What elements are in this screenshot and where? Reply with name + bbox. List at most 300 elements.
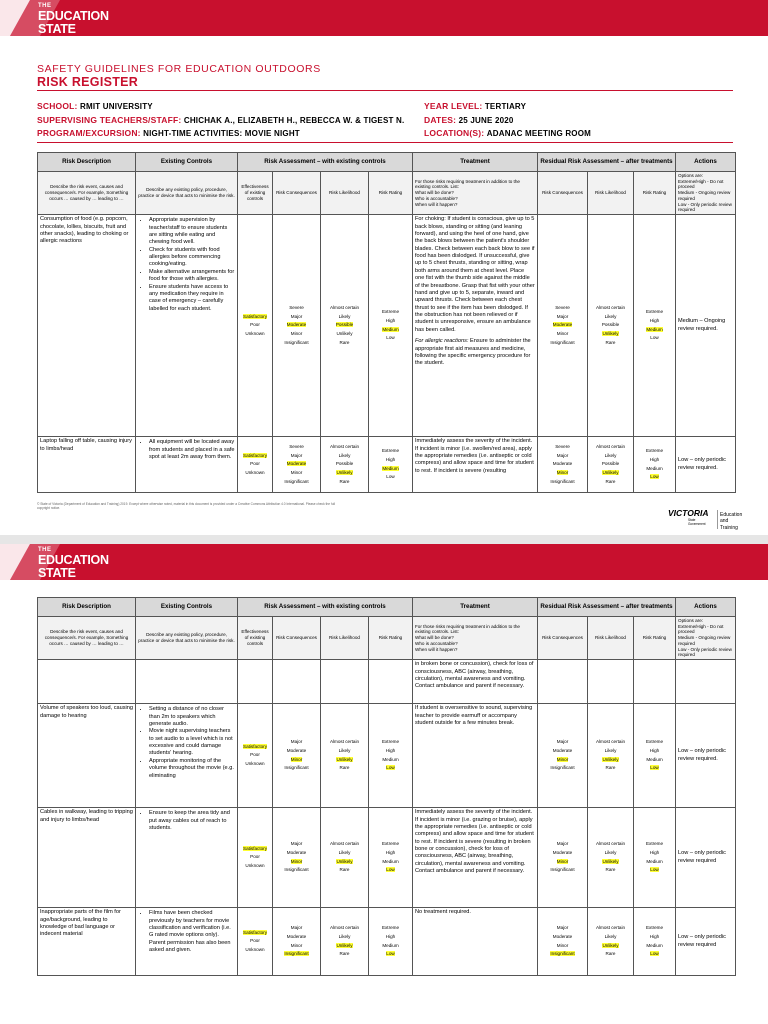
treatment xyxy=(413,215,538,437)
scale-option: Moderate xyxy=(552,747,573,753)
scale-option: Poor xyxy=(250,752,260,758)
subheader-residual-consequences: Risk Consequences xyxy=(538,172,588,215)
scale-option: Almost certain xyxy=(595,925,626,931)
actions-option: Low - Only periodic review required xyxy=(678,646,732,658)
residual-rating-scale xyxy=(634,808,676,908)
location-value: ADANAC MEETING ROOM xyxy=(486,129,592,138)
scale-option: Medium xyxy=(646,465,663,471)
location-field xyxy=(424,128,591,138)
logo-divider xyxy=(717,510,718,529)
scale-option: Rare xyxy=(605,951,616,957)
scale-option-selected: Insignificant xyxy=(550,951,575,957)
scale-option: Low xyxy=(650,335,659,341)
table-subheader-row xyxy=(38,617,736,660)
scale-option: Extreme xyxy=(381,739,400,745)
subheader-likelihood: Risk Likelihood xyxy=(321,172,369,215)
scale-option: Extreme xyxy=(645,841,664,847)
scale-option: Major xyxy=(556,452,569,458)
residual-rating-scale xyxy=(634,215,676,437)
treatment-allergic-text: Ensure to administer the appropriate first aid measures and medicine, following the specific emergency procedure for the student. xyxy=(415,338,531,367)
scale-option: Extreme xyxy=(645,925,664,931)
subheader-treatment xyxy=(413,172,538,215)
header-residual-assessment: Residual Risk Assessment – after treatments xyxy=(538,153,676,172)
rating-scale xyxy=(369,437,413,493)
scale-option: Severe xyxy=(289,304,304,310)
scale-option: Almost certain xyxy=(595,443,626,449)
scale-option: Rare xyxy=(339,339,350,345)
control-item: • Setting a distance of no closer than 2m to speakers which generate audio. xyxy=(149,706,235,728)
copyright-notice: © State of Victoria (Department of Education and Training) 2019. Except where otherwise noted, material in this document is provided under a Creative Commons Attribution 4.0 International. Please check the full copyright notice. xyxy=(37,502,336,511)
control-item: • Ensure students have access to any medication they require in case of emergency – carefully labelled for each student. xyxy=(149,284,235,314)
scale-option-selected: Minor xyxy=(556,756,569,762)
rating-scale xyxy=(369,808,413,908)
scale-option: Poor xyxy=(250,854,260,860)
existing-controls xyxy=(136,808,238,908)
department-line: Education xyxy=(720,512,743,518)
treatment-intro: For those risks requiring treatment in addition to the existing controls. List: xyxy=(415,178,520,190)
scale-option-selected: Low xyxy=(650,867,659,873)
action-text: Low – only periodic review required. xyxy=(676,437,736,493)
scale-option-selected: Minor xyxy=(556,470,569,475)
scale-option: Unknown xyxy=(245,863,265,868)
rating-scale xyxy=(369,215,413,437)
dates-label: DATES: xyxy=(424,115,457,125)
scale-option: Minor xyxy=(556,942,569,948)
actions-option: Low - Only periodic review required xyxy=(678,201,732,213)
scale-option: Almost certain xyxy=(595,841,626,847)
education-state-logo xyxy=(38,3,109,35)
logo-line-1: THE xyxy=(38,3,52,9)
scale-option: Insignificant xyxy=(284,339,309,345)
scale-option: Moderate xyxy=(286,849,307,855)
existing-controls xyxy=(136,704,238,808)
risk-description: Inappropriate parts of the film for age/background, leading to knowledge of bad language or indecent material xyxy=(38,908,136,976)
scale-option-selected: Low xyxy=(386,765,395,771)
scale-option: Moderate xyxy=(552,933,573,939)
table-row xyxy=(38,808,736,908)
residual-consequence-scale xyxy=(538,437,588,493)
scale-option: Possible xyxy=(601,461,620,467)
residual-likelihood-scale xyxy=(588,704,634,808)
scale-option: Possible xyxy=(335,461,354,467)
scale-option: Major xyxy=(290,452,303,458)
scale-option: Insignificant xyxy=(284,765,309,771)
action-text: Medium – Ongoing review required. xyxy=(676,215,736,437)
treatment: Immediately assess the severity of the incident. If incident is minor (i.e. grazing or bruise), apply the appropriate remedies (i.e. antiseptic or cold compress) and allow space and time for student to rest. If incident is severe (resulting in broken bone or concussion), check for loss of consciousness, ABC (airway, breathing, circulation), mental awareness and vomiting. Contact ambulance and parent if necessary. xyxy=(413,808,538,908)
scale-option: Low xyxy=(386,335,395,341)
program-field xyxy=(37,128,300,138)
scale-option-selected: Unlikely xyxy=(602,756,619,762)
treatment: No treatment required. xyxy=(413,908,538,976)
logo-line-3: STATE xyxy=(38,21,76,36)
action-text: Low – only periodic review required xyxy=(676,908,736,976)
scale-option-selected: Unlikely xyxy=(602,858,619,864)
scale-option: Severe xyxy=(555,443,570,449)
existing-controls xyxy=(136,215,238,437)
page-gap xyxy=(0,535,768,544)
logo-line-1: THE xyxy=(38,547,52,553)
actions-option: Options are: xyxy=(678,618,704,623)
header-actions: Actions xyxy=(676,598,736,617)
consequence-scale xyxy=(273,808,321,908)
scale-option: High xyxy=(649,456,660,462)
header-existing-controls: Existing Controls xyxy=(136,598,238,617)
scale-option-selected: Possible xyxy=(335,322,354,328)
meta-divider xyxy=(37,142,733,143)
year-label: YEAR LEVEL: xyxy=(424,101,483,111)
residual-consequence-scale xyxy=(538,215,588,437)
subheader-risk-description: Describe the risk event, causes and consequence/s. For example, Something occurs … caused by … leading to … xyxy=(38,172,136,215)
actions-option: Medium - Ongoing review required xyxy=(678,190,731,201)
control-item: • Appropriate monitoring of the volume throughout the movie (e.g. eliminating xyxy=(149,758,235,780)
subheader-consequences: Risk Consequences xyxy=(273,172,321,215)
risk-description: Consumption of food (e.g. popcorn, chocolate, lollies, biscuits, fruit and other snacks), leading to choking or allergic reactions xyxy=(38,215,136,437)
scale-option: Minor xyxy=(290,942,303,948)
residual-consequence-scale xyxy=(538,908,588,976)
scale-option: High xyxy=(385,317,396,323)
scale-option: Insignificant xyxy=(550,478,575,484)
residual-likelihood-scale xyxy=(588,215,634,437)
scale-option: Rare xyxy=(605,765,616,771)
scale-option: Extreme xyxy=(381,925,400,931)
scale-option: Unknown xyxy=(245,761,265,766)
subheader-consequences: Risk Consequences xyxy=(273,617,321,660)
teachers-field xyxy=(37,115,404,125)
controls-list xyxy=(138,217,235,313)
scale-option: Extreme xyxy=(645,448,664,454)
scale-option: Insignificant xyxy=(550,765,575,771)
victoria-wordmark: VICTORIA xyxy=(668,508,709,518)
program-value: NIGHT-TIME ACTIVITIES: MOVIE NIGHT xyxy=(143,129,300,138)
program-label: PROGRAM/EXCURSION: xyxy=(37,128,141,138)
subheader-actions xyxy=(676,617,736,660)
scale-option-selected: Minor xyxy=(290,756,303,762)
control-item: • Ensure to keep the area tidy and put away cables out of reach to students. xyxy=(149,810,235,832)
scale-option: Poor xyxy=(250,938,260,944)
scale-option: Major xyxy=(290,841,303,847)
controls-list xyxy=(138,439,235,461)
scale-option: Rare xyxy=(339,765,350,771)
scale-option: Major xyxy=(556,841,569,847)
subheader-risk-description: Describe the risk event, causes and consequence/s. For example, Something occurs … caused by … leading to … xyxy=(38,617,136,660)
scale-option: Major xyxy=(290,313,303,319)
scale-option: Severe xyxy=(555,304,570,310)
consequence-scale xyxy=(273,437,321,493)
actions-option: Extreme/High - Do not proceed xyxy=(678,178,724,190)
logo-line-2: EDUCATION xyxy=(38,9,109,23)
year-field xyxy=(424,101,526,111)
control-item: • Appropriate supervision by teacher/staff to ensure students are sitting while eating and chewing food well. xyxy=(149,217,235,247)
subheader-residual-rating: Risk Rating xyxy=(634,172,676,215)
scale-option-selected: Unlikely xyxy=(602,942,619,948)
header-treatment: Treatment xyxy=(413,598,538,617)
subheader-residual-consequences: Risk Consequences xyxy=(538,617,588,660)
header-residual-assessment: Residual Risk Assessment – after treatments xyxy=(538,598,676,617)
scale-option: Almost certain xyxy=(329,925,360,931)
controls-list xyxy=(138,810,235,832)
department-name xyxy=(720,512,742,531)
scale-option: Rare xyxy=(339,478,350,484)
subheader-residual-likelihood: Risk Likelihood xyxy=(588,617,634,660)
scale-option-selected: Unlikely xyxy=(336,858,353,864)
department-line: and Training xyxy=(720,518,738,531)
scale-option: Likely xyxy=(338,313,351,319)
scale-option: Poor xyxy=(250,322,260,328)
scale-option: Almost certain xyxy=(329,443,360,449)
dates-value: 25 JUNE 2020 xyxy=(458,116,514,125)
table-row xyxy=(38,215,736,437)
scale-option: Insignificant xyxy=(284,867,309,873)
scale-option: Major xyxy=(290,739,303,745)
subheader-treatment xyxy=(413,617,538,660)
header-risk-description: Risk Description xyxy=(38,598,136,617)
existing-controls xyxy=(136,437,238,493)
existing-controls xyxy=(136,908,238,976)
school-label: SCHOOL: xyxy=(37,101,78,111)
header-risk-description: Risk Description xyxy=(38,153,136,172)
treatment-question: Who is accountable? xyxy=(415,640,458,646)
subheader-actions xyxy=(676,172,736,215)
victoria-sub xyxy=(688,519,706,526)
brand-banner xyxy=(0,544,768,580)
scale-option: Medium xyxy=(382,942,399,948)
scale-option: Major xyxy=(290,925,303,931)
consequence-scale xyxy=(273,215,321,437)
treatment-allergic-label: For allergic reactions: xyxy=(415,338,469,345)
scale-option: Likely xyxy=(604,452,617,458)
actions-option: Options are: xyxy=(678,173,704,178)
table-row xyxy=(38,437,736,493)
likelihood-scale xyxy=(321,704,369,808)
treatment-question: When will it happen? xyxy=(415,201,458,207)
scale-option: Poor xyxy=(250,461,260,467)
scale-option: Medium xyxy=(646,756,663,762)
scale-option: Unlikely xyxy=(336,331,353,336)
subheader-likelihood: Risk Likelihood xyxy=(321,617,369,660)
scale-option: Extreme xyxy=(645,739,664,745)
scale-option: Almost certain xyxy=(329,304,360,310)
document-title: RISK REGISTER xyxy=(37,75,139,89)
scale-option: Likely xyxy=(604,747,617,753)
header-risk-assessment: Risk Assessment – with existing controls xyxy=(238,153,413,172)
brand-banner xyxy=(0,0,768,36)
logo-line-3: STATE xyxy=(38,565,76,580)
scale-option: Almost certain xyxy=(595,739,626,745)
action-text: Low – only periodic review required. xyxy=(676,704,736,808)
scale-option: High xyxy=(649,747,660,753)
scale-option: Rare xyxy=(339,867,350,873)
scale-option-selected: Satisfactory xyxy=(243,743,267,749)
table-header-row xyxy=(38,598,736,617)
controls-list xyxy=(138,706,235,780)
education-state-logo xyxy=(38,547,109,579)
likelihood-scale xyxy=(321,808,369,908)
title-divider xyxy=(37,90,733,91)
effectiveness-scale xyxy=(238,704,273,808)
scale-option-selected: Low xyxy=(386,951,395,957)
likelihood-scale xyxy=(321,215,369,437)
scale-option: Likely xyxy=(604,849,617,855)
consequence-scale xyxy=(273,908,321,976)
scale-option: Minor xyxy=(290,331,303,336)
scale-option: High xyxy=(385,933,396,939)
scale-option-selected: Medium xyxy=(382,465,399,471)
treatment-choking: For choking: If student is conscious, give up to 5 back blows, standing or sitting (and leaning forward), and using the heel of one hand, give the back blows between the patient's shoulder blades. Check between each back blow to see if food has been dislodged. If unsuccessful, give up to 5 chest thrusts, standing or sitting, wrap both arms around them at chest level. Place one fist with the thumb side against the middle of the breastbone. Grasp that fist with your other hand and give up to 5, separate, inward and upward thrusts. Check between each chest thrust to see if the item has been dislodged. If the obstruction has not been relieved or if student is unresponsive, ensure an ambulance has been called. xyxy=(415,216,535,333)
table-row xyxy=(38,660,736,704)
scale-option: Moderate xyxy=(286,747,307,753)
treatment: Immediately assess the severity of the incident. If incident is minor (i.e. swollen/red area), apply the appropriate remedies (i.e. antiseptic or cold compress) and allow space and time for student to rest. If incident is severe (resulting xyxy=(413,437,538,493)
scale-option: High xyxy=(649,317,660,323)
action-text: Low – only periodic review required xyxy=(676,808,736,908)
scale-option-selected: Moderate xyxy=(286,322,307,328)
scale-option-selected: Satisfactory xyxy=(243,452,267,458)
scale-option-selected: Low xyxy=(650,474,659,480)
scale-option: Insignificant xyxy=(284,478,309,484)
risk-description: Volume of speakers too loud, causing damage to hearing xyxy=(38,704,136,808)
scale-option: Unknown xyxy=(245,331,265,336)
scale-option-selected: Minor xyxy=(290,858,303,864)
location-label: LOCATION(S): xyxy=(424,128,485,138)
scale-option: High xyxy=(649,933,660,939)
scale-option-selected: Satisfactory xyxy=(243,929,267,935)
residual-rating-scale xyxy=(634,704,676,808)
victoria-sub-line: Government xyxy=(688,521,706,526)
treatment: If student is oversensitive to sound, supervising teacher to provide earmuff or accompany student outside for a few minutes break. xyxy=(413,704,538,808)
document-kicker: SAFETY GUIDELINES FOR EDUCATION OUTDOORS xyxy=(37,63,321,75)
scale-option: Low xyxy=(386,474,395,480)
scale-option: Major xyxy=(556,925,569,931)
header-actions: Actions xyxy=(676,153,736,172)
scale-option-selected: Unlikely xyxy=(336,756,353,762)
scale-option: Almost certain xyxy=(329,841,360,847)
control-item: • Films have been checked previously by teachers for movie classification and verification (i.e. G rated movie options only). Parent permission has also been asked and given. xyxy=(149,910,235,954)
scale-option: Extreme xyxy=(381,448,400,454)
subheader-effectiveness: Effectiveness of existing controls xyxy=(238,617,273,660)
header-risk-assessment: Risk Assessment – with existing controls xyxy=(238,598,413,617)
scale-option-selected: Low xyxy=(650,951,659,957)
school-value: RMIT UNIVERSITY xyxy=(80,102,153,111)
subheader-rating: Risk Rating xyxy=(369,172,413,215)
scale-option: Likely xyxy=(604,313,617,319)
residual-likelihood-scale xyxy=(588,908,634,976)
subheader-residual-rating: Risk Rating xyxy=(634,617,676,660)
scale-option-selected: Unlikely xyxy=(602,331,619,336)
scale-option: Unknown xyxy=(245,947,265,952)
scale-option: Likely xyxy=(338,849,351,855)
treatment-question: When will it happen? xyxy=(415,646,458,652)
residual-likelihood-scale xyxy=(588,808,634,908)
scale-option-selected: Unlikely xyxy=(336,942,353,948)
scale-option: Medium xyxy=(646,942,663,948)
scale-option-selected: Unlikely xyxy=(602,470,619,475)
treatment-allergic xyxy=(415,338,535,368)
scale-option: Minor xyxy=(290,470,303,475)
actions-option: Extreme/High - Do not proceed xyxy=(678,623,724,635)
control-item: • All equipment will be located away from students and placed in a safe spot at least 2m away from them. xyxy=(149,439,235,461)
scale-option-selected: Low xyxy=(386,867,395,873)
document-page-2 xyxy=(0,544,768,1024)
scale-option: Almost certain xyxy=(329,739,360,745)
dates-field xyxy=(424,115,514,125)
scale-option: Medium xyxy=(382,756,399,762)
scale-option-selected: Low xyxy=(650,765,659,771)
scale-option: Possible xyxy=(601,322,620,328)
treatment-continued: in broken bone or concussion), check for loss of consciousness, ABC (airway, breathing, circulation), mental awareness and vomiting. Contact ambulance and parent if necessary. xyxy=(413,660,538,704)
scale-option: Medium xyxy=(382,858,399,864)
scale-option: Insignificant xyxy=(550,867,575,873)
scale-option: Major xyxy=(556,313,569,319)
subheader-existing-controls: Describe any existing policy, procedure, practice or device that acts to minimise the risk. xyxy=(136,172,238,215)
residual-rating-scale xyxy=(634,908,676,976)
scale-option-selected: Insignificant xyxy=(284,951,309,957)
table-row xyxy=(38,908,736,976)
scale-option: High xyxy=(649,849,660,855)
effectiveness-scale xyxy=(238,215,273,437)
table-subheader-row xyxy=(38,172,736,215)
treatment-question: Who is accountable? xyxy=(415,195,458,201)
scale-option: Likely xyxy=(338,933,351,939)
victoria-sub-line: State xyxy=(688,518,696,522)
residual-consequence-scale xyxy=(538,704,588,808)
scale-option: Major xyxy=(556,739,569,745)
scale-option: Rare xyxy=(605,478,616,484)
scale-option: Extreme xyxy=(381,309,400,315)
consequence-scale xyxy=(273,704,321,808)
residual-likelihood-scale xyxy=(588,437,634,493)
scale-option: Insignificant xyxy=(550,339,575,345)
scale-option: Medium xyxy=(646,858,663,864)
treatment-question: What will be done? xyxy=(415,190,454,196)
scale-option: Moderate xyxy=(552,461,573,467)
scale-option: High xyxy=(385,456,396,462)
table-row xyxy=(38,704,736,808)
risk-register-table-1 xyxy=(37,152,736,493)
residual-rating-scale xyxy=(634,437,676,493)
scale-option: Moderate xyxy=(286,933,307,939)
scale-option: Unknown xyxy=(245,470,265,475)
table-header-row xyxy=(38,153,736,172)
victoria-government-logo xyxy=(668,508,743,532)
subheader-residual-likelihood: Risk Likelihood xyxy=(588,172,634,215)
teachers-value: CHICHAK A., ELIZABETH H., REBECCA W. & TIGEST N. xyxy=(183,116,405,125)
risk-description: Cables in walkway, leading to tripping and injury to limbs/head xyxy=(38,808,136,908)
scale-option: Likely xyxy=(338,747,351,753)
scale-option-selected: Satisfactory xyxy=(243,845,267,851)
control-item: • Check for students with food allergies before commencing cooking/eating. xyxy=(149,247,235,269)
effectiveness-scale xyxy=(238,437,273,493)
subheader-effectiveness: Effectiveness of existing controls xyxy=(238,172,273,215)
header-treatment: Treatment xyxy=(413,153,538,172)
risk-description: Laptop falling off table, causing injury to limbs/head xyxy=(38,437,136,493)
scale-option-selected: Medium xyxy=(382,326,399,332)
subheader-rating: Risk Rating xyxy=(369,617,413,660)
rating-scale xyxy=(369,704,413,808)
scale-option: Likely xyxy=(604,933,617,939)
year-value: TERTIARY xyxy=(484,102,527,111)
control-item: • Movie night supervising teachers to set audio to a level which is not excessive and could damage students' hearing. xyxy=(149,728,235,758)
scale-option: Rare xyxy=(605,867,616,873)
controls-list xyxy=(138,910,235,954)
scale-option: Moderate xyxy=(552,849,573,855)
risk-register-table-2 xyxy=(37,597,736,976)
scale-option: Rare xyxy=(339,951,350,957)
actions-option: Medium - Ongoing review required xyxy=(678,635,731,646)
scale-option: High xyxy=(385,747,396,753)
scale-option: High xyxy=(385,849,396,855)
treatment-intro: For those risks requiring treatment in addition to the existing controls. List: xyxy=(415,623,520,635)
teachers-label: SUPERVISING TEACHERS/STAFF: xyxy=(37,115,182,125)
control-item: • Make alternative arrangements for food for those with allergies. xyxy=(149,269,235,284)
